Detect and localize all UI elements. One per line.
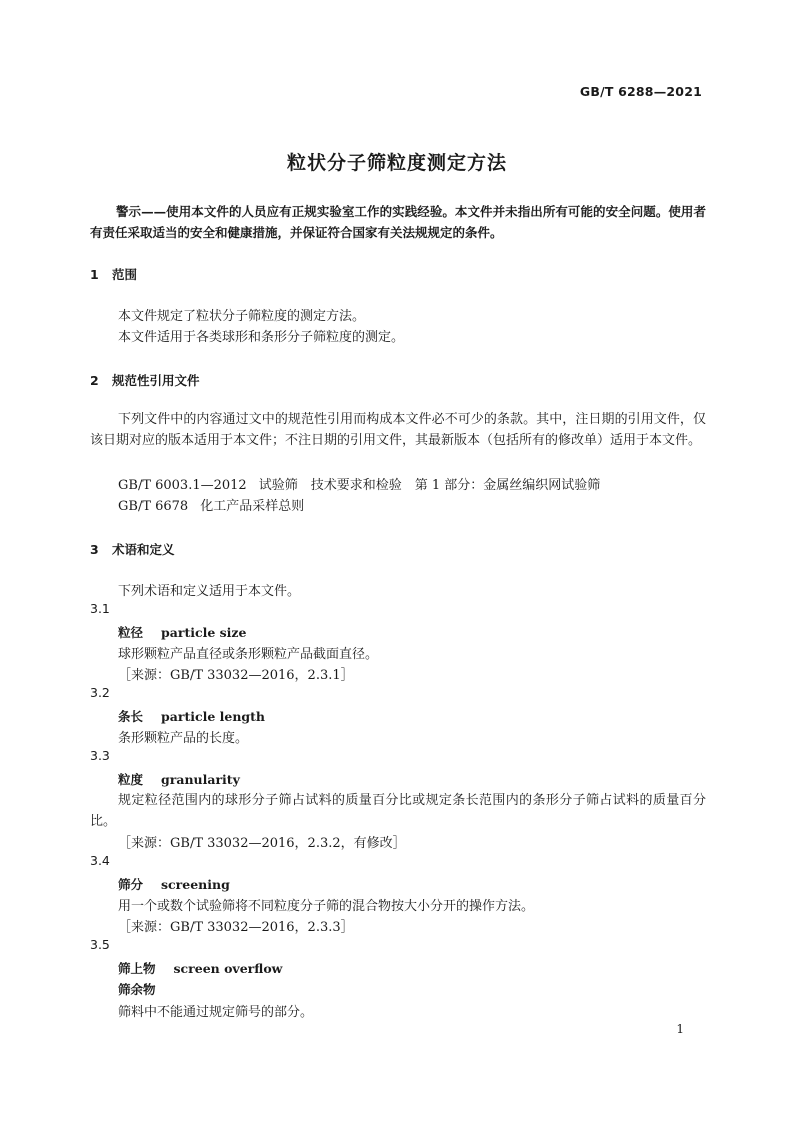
term-en: particle length [161,709,266,724]
section-title: 范围 [112,267,138,282]
scope-paragraph-2: 本文件适用于各类球形和条形分子筛粒度的测定。 [118,330,405,345]
section-heading-scope [90,265,137,283]
section-heading-normative [90,371,200,389]
reference-title: 化工产品采样总则 [200,499,305,514]
section-number: 3 [90,542,99,557]
term-definition: 球形颗粒产品直径或条形颗粒产品截面直径。 [118,647,379,662]
term-number: 3.3 [90,748,110,763]
term-definition: 用一个或数个试验筛将不同粒度分子筛的混合物按大小分开的操作方法。 [118,899,535,914]
reference-item-2 [118,495,304,514]
section-number: 2 [90,373,99,388]
term-en: screening [161,877,230,892]
section-number: 1 [90,267,99,282]
section-title: 术语和定义 [112,542,175,557]
term-source: ［来源：GB/T 33032—2016，2.3.3］ [118,920,354,935]
term-heading [118,770,240,788]
standard-code: GB/T 6288—2021 [579,84,702,99]
term-source: ［来源：GB/T 33032—2016，2.3.2，有修改］ [118,836,406,851]
term-heading [118,959,282,977]
term-number: 3.2 [90,685,110,700]
term-zh: 条长 [118,709,144,724]
term-heading [118,707,265,725]
term-heading [118,875,230,893]
reference-title: 试验筛 技术要求和检验 第 1 部分：金属丝编织网试验筛 [258,478,601,493]
terms-intro: 下列术语和定义适用于本文件。 [118,584,301,599]
scope-paragraph-1: 本文件规定了粒状分子筛粒度的测定方法。 [118,309,366,324]
term-number: 3.1 [90,601,110,616]
term-en: screen overflow [173,961,283,976]
term-source: ［来源：GB/T 33032—2016，2.3.1］ [118,668,354,683]
term-definition: 条形颗粒产品的长度。 [118,731,249,746]
reference-code: GB/T 6003.1—2012 [118,478,247,493]
term-alt-heading: 筛余物 [118,982,156,997]
safety-warning: 警示——使用本文件的人员应有正规实验室工作的实践经验。本文件并未指出所有可能的安全问题。使用者有责任采取适当的安全和健康措施，并保证符合国家有关法规规定的条件。 [90,204,706,240]
document-title: 粒状分子筛粒度测定方法 [286,152,507,174]
term-heading [118,623,246,641]
reference-item-1 [118,474,600,493]
term-zh: 筛分 [118,877,144,892]
section-heading-terms [90,540,175,558]
page-number: 1 [676,1022,684,1036]
term-definition: 筛料中不能通过规定筛号的部分。 [118,1005,314,1020]
section-title: 规范性引用文件 [112,373,200,388]
term-number: 3.5 [90,937,110,952]
normative-intro: 下列文件中的内容通过文中的规范性引用而构成本文件必不可少的条款。其中，注日期的引用文件，仅该日期对应的版本适用于本文件；不注日期的引用文件，其最新版本（包括所有的修改单）适用于本文件。 [90,412,706,448]
term-definition: 规定粒径范围内的球形分子筛占试料的质量百分比或规定条长范围内的条形分子筛占试料的质量百分比。 [90,793,706,829]
reference-code: GB/T 6678 [118,499,189,514]
term-en: granularity [161,772,240,787]
term-number: 3.4 [90,853,110,868]
term-zh: 筛上物 [118,961,156,976]
term-en: particle size [161,625,247,640]
term-zh: 粒度 [118,772,144,787]
term-zh: 粒径 [118,625,144,640]
